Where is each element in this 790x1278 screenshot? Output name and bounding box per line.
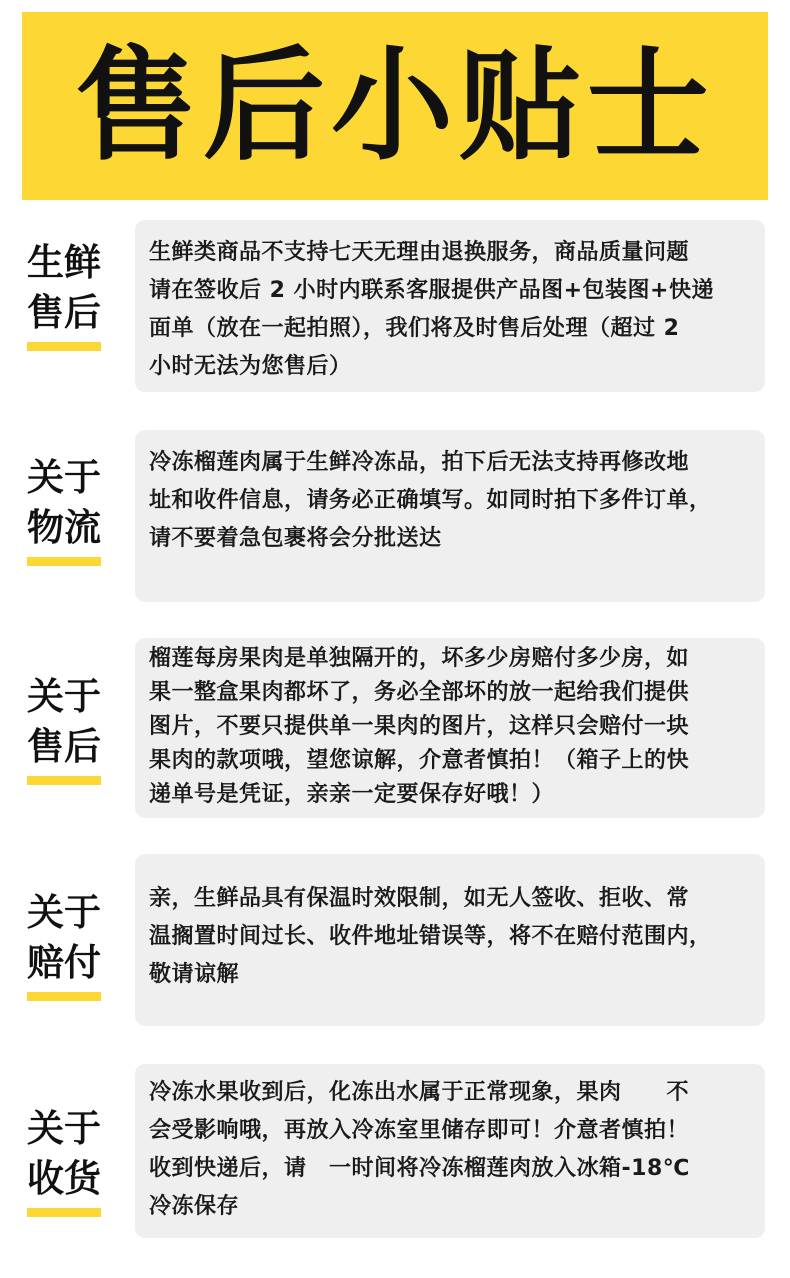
label-line-2: 物流 [27, 503, 101, 566]
info-card [135, 1064, 765, 1238]
card-line: 生鲜类商品不支持七天无理由退换服务，商品质量问题 [149, 240, 690, 265]
card-line: 面单（放在一起拍照），我们将及时售后处理（超过 2 [149, 316, 680, 341]
info-card [135, 430, 765, 602]
label-line-1: 关于 [27, 456, 101, 499]
card-line: 温搁置时间过长、收件地址错误等，将不在赔付范围内， [149, 924, 712, 949]
section-label [27, 238, 107, 351]
page-title: 售后小贴士 [75, 35, 715, 177]
info-card [135, 638, 765, 818]
card-line: 冷冻水果收到后，化冻出水属于正常现象，果肉 不 [149, 1080, 690, 1105]
label-line-1: 关于 [27, 1107, 101, 1150]
label-line-2: 售后 [27, 722, 101, 785]
section-label [27, 672, 107, 785]
label-line-1: 生鲜 [27, 241, 101, 284]
card-line: 果肉的款项哦，望您谅解，介意者慎拍！（箱子上的快 [149, 748, 690, 773]
section-label [27, 888, 107, 1001]
card-line: 收到快递后，请 一时间将冷冻榴莲肉放入冰箱-18℃ [149, 1156, 690, 1181]
section-label [27, 453, 107, 566]
label-line-2: 售后 [27, 288, 101, 351]
card-line: 果一整盒果肉都坏了，务必全部坏的放一起给我们提供 [149, 680, 690, 705]
card-line: 冷冻榴莲肉属于生鲜冷冻品，拍下后无法支持再修改地 [149, 450, 690, 475]
card-line: 榴莲每房果肉是单独隔开的，坏多少房赔付多少房，如 [149, 646, 690, 671]
card-line: 址和收件信息，请务必正确填写。如同时拍下多件订单， [149, 488, 712, 513]
header-banner [22, 12, 768, 200]
label-line-1: 关于 [27, 675, 101, 718]
info-card [135, 220, 765, 392]
card-line: 敬请谅解 [149, 962, 240, 987]
card-line: 会受影响哦，再放入冷冻室里储存即可！介意者慎拍！ [149, 1118, 690, 1143]
info-card [135, 854, 765, 1026]
section-label [27, 1104, 107, 1217]
card-line: 图片，不要只提供单一果肉的图片，这样只会赔付一块 [149, 714, 690, 739]
label-line-1: 关于 [27, 891, 101, 934]
label-line-2: 赔付 [27, 938, 101, 1001]
card-line: 递单号是凭证，亲亲一定要保存好哦！） [149, 782, 555, 807]
card-line: 亲，生鲜品具有保温时效限制，如无人签收、拒收、常 [149, 886, 690, 911]
card-line: 冷冻保存 [149, 1194, 240, 1219]
label-line-2: 收货 [27, 1154, 101, 1217]
card-line: 小时无法为您售后） [149, 354, 352, 379]
card-line: 请在签收后 2 小时内联系客服提供产品图+包装图+快递 [149, 278, 714, 303]
card-line: 请不要着急包裹将会分批送达 [149, 526, 442, 551]
